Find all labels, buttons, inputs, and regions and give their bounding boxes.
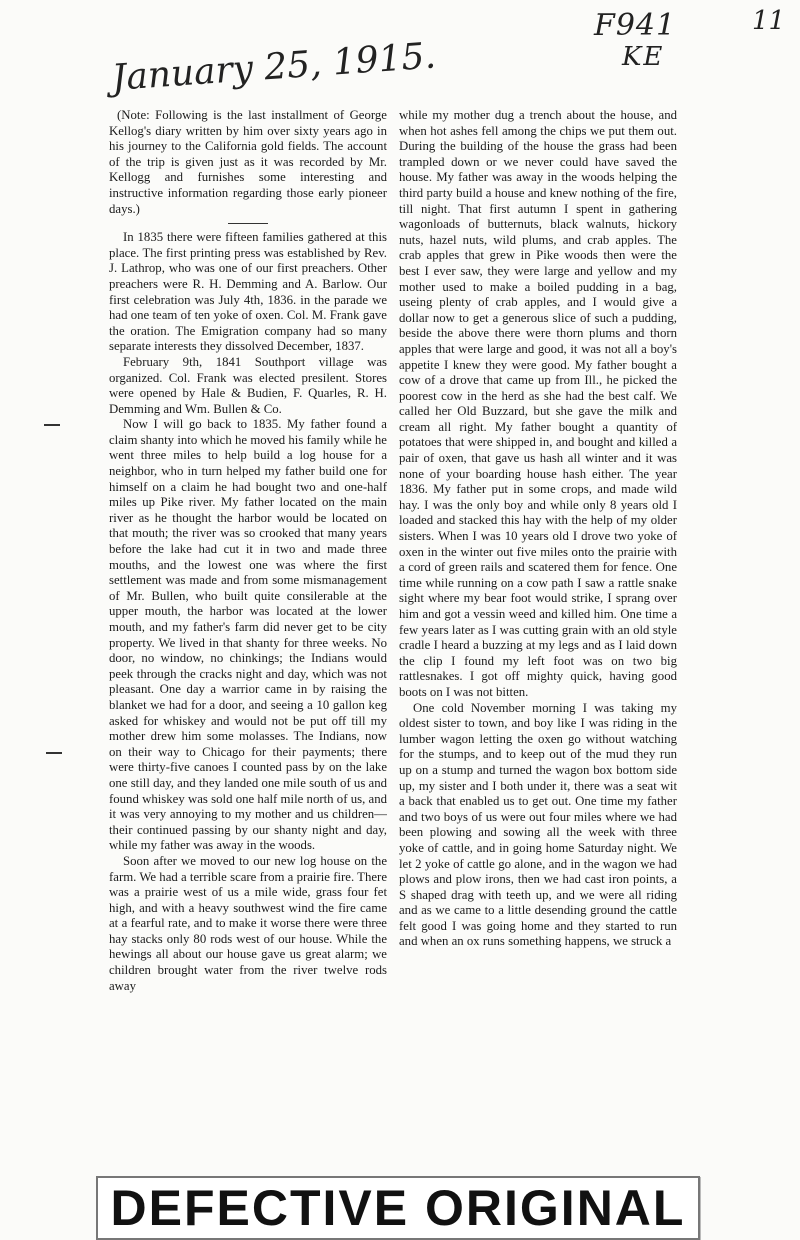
call-number-suffix: KE [622, 42, 665, 72]
article-paragraph: February 9th, 1841 Southport village was organized. Col. Frank was elected presilent. Stores were opened by Hale & Budien, F. Quarles, R. H. Demming and Wm. Bullen & Co. [109, 354, 387, 416]
article-paragraph: One cold November morning I was taking my oldest sister to town, and boy like I was riding in the lumber wagon letting the oxen go without watching for the stumps, and to keep out of the mud they run up on a stump and turned the wagon box bottom side up, my sister and I both under it, there was a seat wit a back that enabled us to get out. One time my father and two boys of us were out four miles where we had been plowing and sowing all the week with three yoke of cattle, and in going home Saturday night. We let 2 yoke of cattle go alone, and in the wagon we had plows and plow irons, then we had cast iron points, a S shaped drag with teeth up, and we were all riding and as we came to a little desending ground the cattle felt good I was going home and they started to run and when an ox runs something happens, we struck a [399, 700, 677, 949]
article-column-left [109, 108, 387, 1128]
handwritten-date: January 25, 1915. [110, 35, 438, 99]
margin-mark [44, 424, 60, 426]
article-paragraph: In 1835 there were fifteen families gathered at this place. The first printing press was established by Rev. J. Lathrop, who was one of our first preachers. Other preachers were R. H. Demming and A. Barlow. Our first celebration was July 4th, 1836. in the parade we had one team of ten yoke of oxen. Col. M. Frank gave the oration. The Emigration company had so many separate interests they dissolved December, 1837. [109, 230, 387, 354]
section-divider [228, 223, 268, 224]
article-paragraph: while my mother dug a trench about the house, and when hot ashes fell among the chips we put them out. During the building of the house the grass had been trampled down or we never could have saved the house. My father was away in the woods helping the third party build a house and knew nothing of the fire, till night. That first autumn I spent in gathering wagonloads of butternuts, black walnuts, hickory nuts, hazel nuts, wild plums, and crab apples. The crab apples that grew in Pike woods then were the best I ever saw, they were large and yellow and my mother used to make a boiled pudding in a bag, useing plenty of crab apples, and I would give a dollar now to get a generous slice of such a pudding, beside the above there were thorn plums and thorn apples that were large and good, it was not all a boy's appetite I knew they were good. My father bought a cow of a drove that came up from Ill., he picked the poorest cow in the herd as she had the best calf. We called her Old Buzzard, but she gave the milk and cream all right. My father bought a quantity of potatoes that were shipped in, and bought and killed a pair of oxen, that gave us hash all winter and it was none of your boarding house hash either. The year 1836. My father put in some crops, and made wild hay. I was the only boy and while only 8 years old I loaded and stacked this hay with the help of my older sisters. When I was 10 years old I drove two yoke of oxen in the winter out five miles onto the prairie with a cord of green rails and scatered them for fence. One time while running on a cow path I saw a rattle snake sight where my bear foot would strike, I sprang over him and got a vessin weed and killed him. One time a few years later as I was cutting grain with an old style cradle I heard a buzzing at my legs and as I laid down the clip I found my left foot was on two big rattlesnakes. I got off mighty quick, having good boots on I was not bitten. [399, 108, 677, 699]
article-column-right [399, 108, 677, 1128]
page-number: 11 [752, 6, 786, 36]
margin-mark [46, 752, 62, 754]
call-number: F941 [594, 8, 677, 43]
defective-original-stamp: DEFECTIVE ORIGINAL [96, 1176, 700, 1240]
article-paragraph: Now I will go back to 1835. My father found a claim shanty into which he moved his family while he went three miles to help build a log house for a neighbor, who in turn helped my father build one for himself on a claim he had bought two and one-half miles up Pike river. My father located on the main river as he thought the harbor would be located on that mouth; the river was so crooked that many years before the lake had cut it in two and made three mouths, and the lowest one was where the first settlement was made and from some mismanagement of Mr. Bullen, who built quite consilerable at the upper mouth, the harbor was located at the lower mouth, and my father's farm did never get to be city property. We lived in that shanty for three weeks. No door, no window, no chinkings; the Indians would peek through the cracks night and day, which was not pleasant. One day a warrior came in by raising the blanket we had for a door, and seeing a 10 gallon keg asked for whiskey and would not be put off till my mother drew him some molasses. The Indians, now on their way to Chicago for their payments; there were thirty-five canoes I counted pass by on the lake one still day, and they landed one mile south of us and found whiskey was sold one half mile north of us, and it was very annoying to my mother and us children—their continued passing by our shanty night and day, while my father was away in the woods. [109, 417, 387, 853]
editor-note: (Note: Following is the last installment of George Kellog's diary written by him over sixty years ago in his journey to the California gold fields. The account of the trip is given just as it was recorded by Mr. Kellogg and furnishes some interesting and instructive information regarding those early pioneer days.) [109, 108, 387, 216]
article-paragraph: Soon after we moved to our new log house on the farm. We had a terrible scare from a prairie fire. There was a prairie west of us a mile wide, grass four fet high, and with a heavy southwest wind the fire came at a fearful rate, and to make it worse there were three hay stacks only 80 rods west of our house. While the hewings all about our house gave us great alarm; we children brought water from the river twelve rods away [109, 853, 387, 993]
